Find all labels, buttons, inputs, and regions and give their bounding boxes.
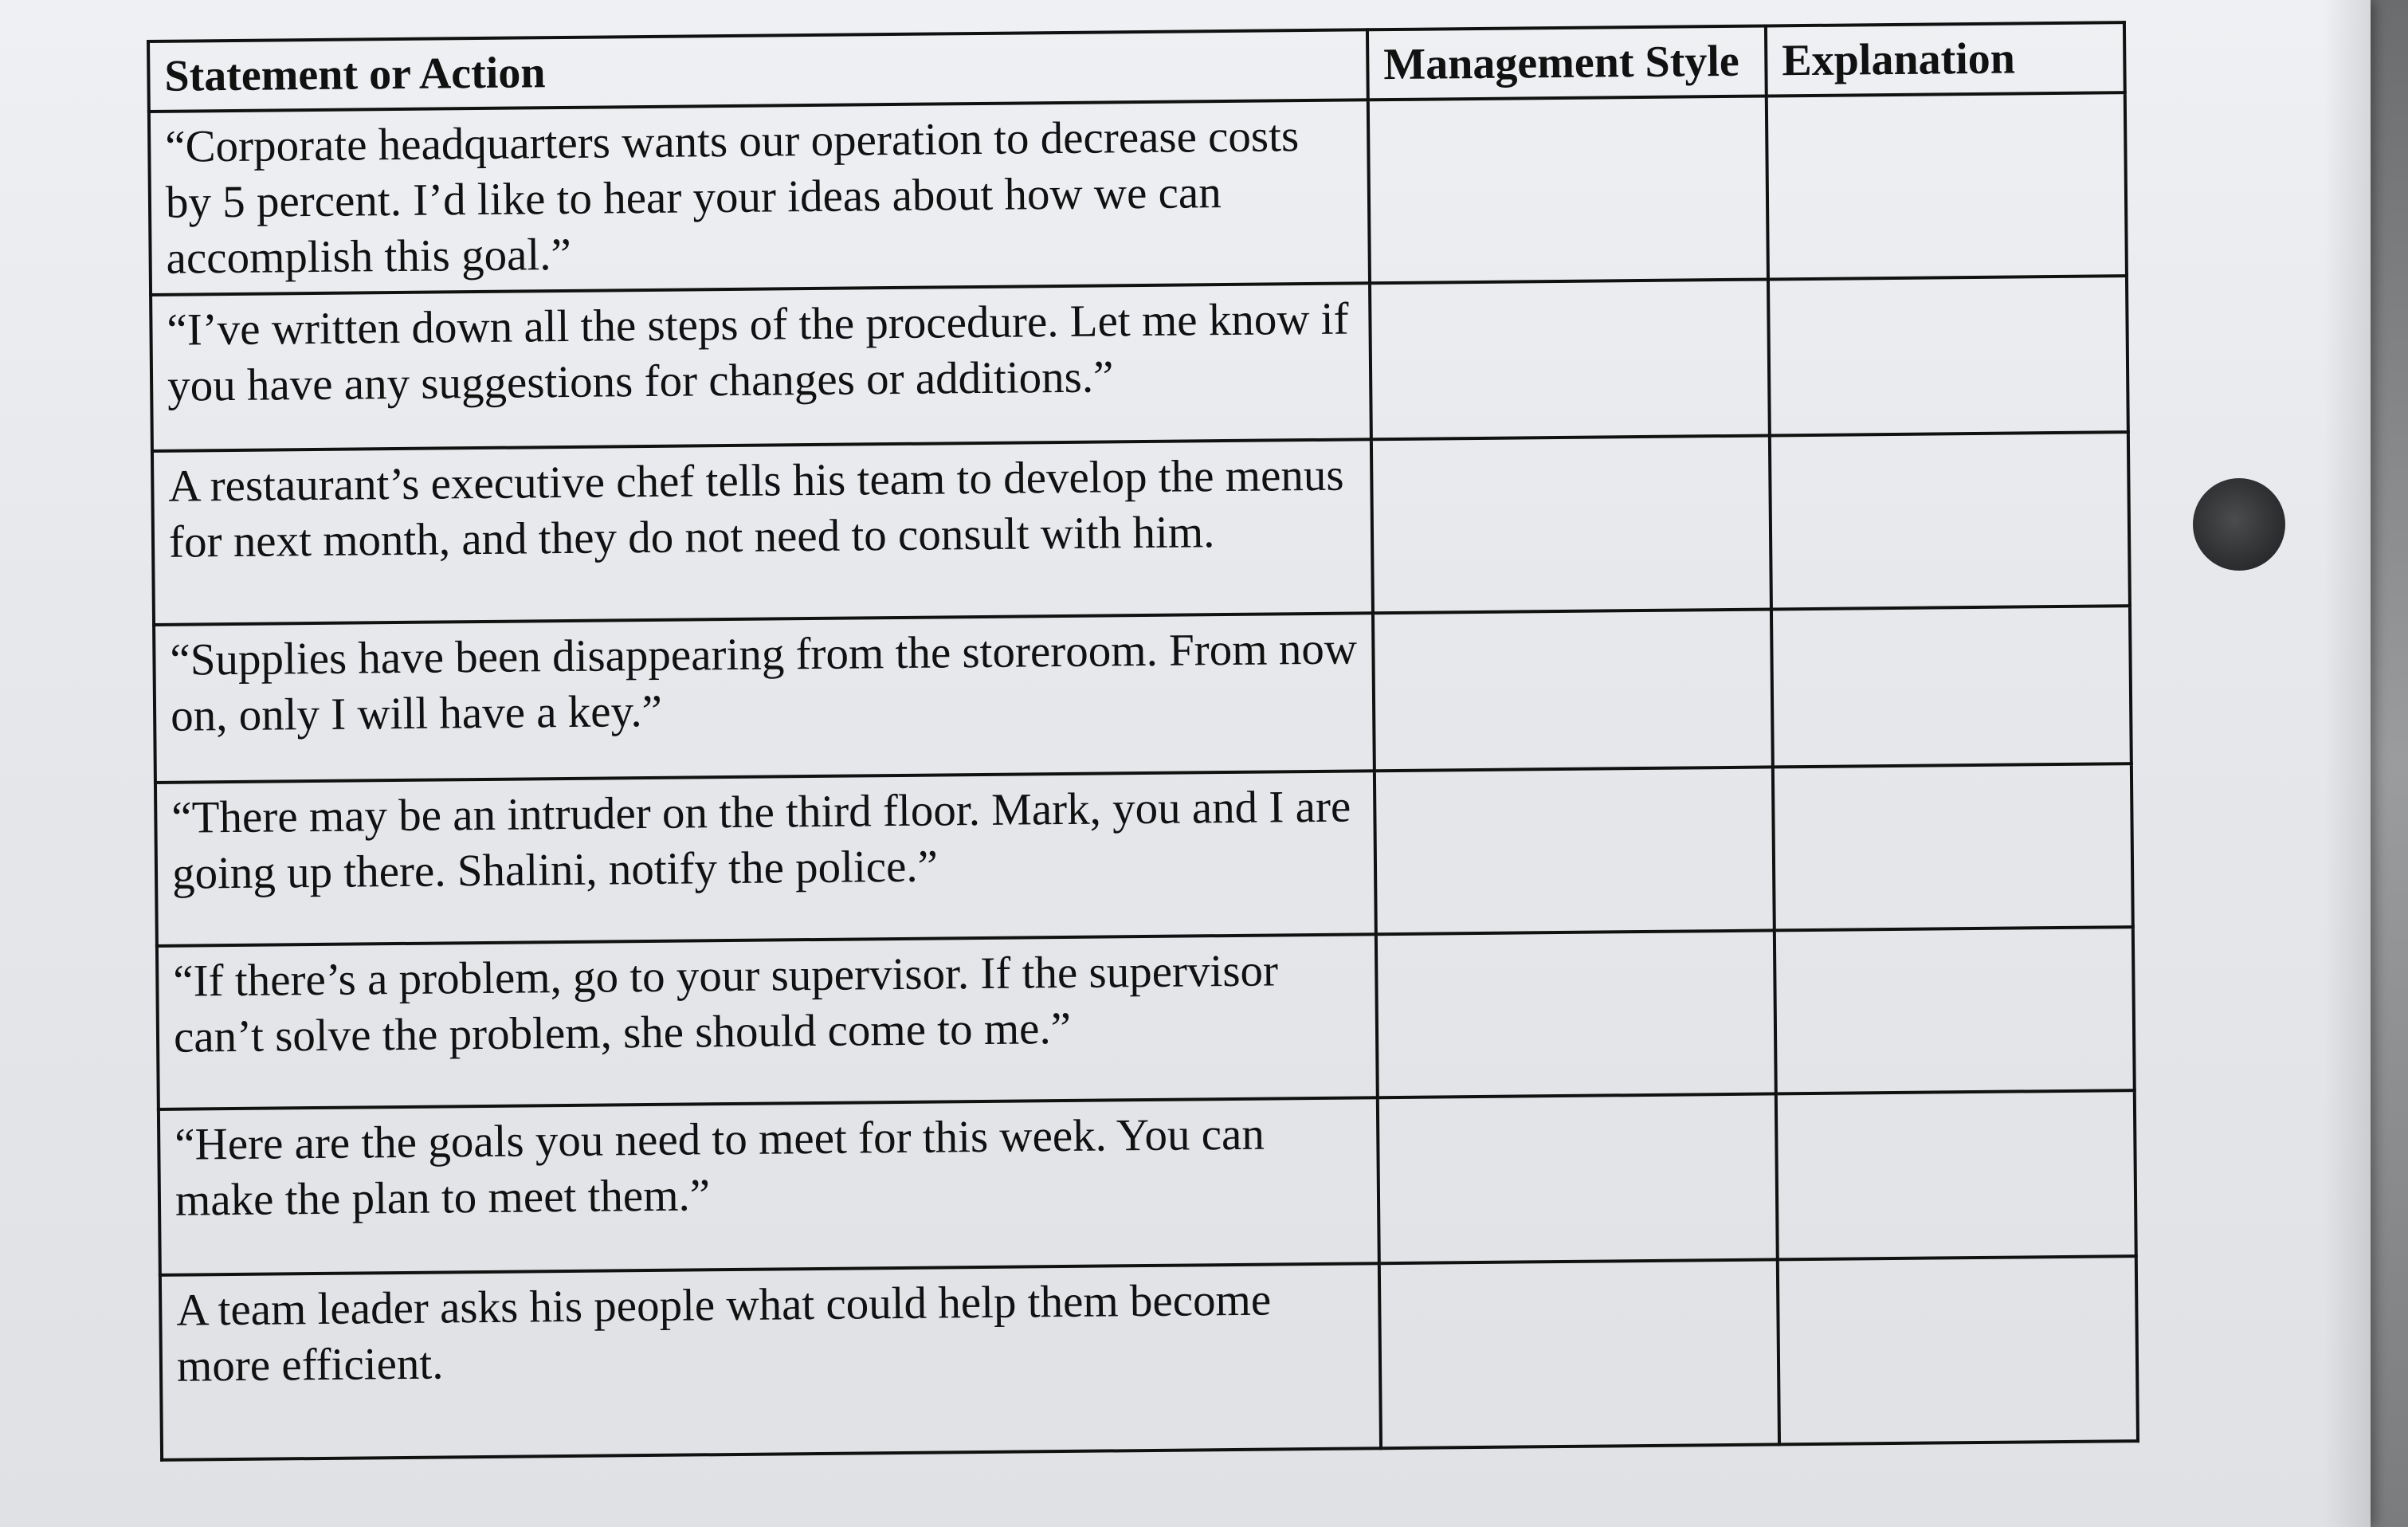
statement-cell: “Here are the goals you need to meet for this week. You can make the plan to meet them.” [159, 1097, 1379, 1275]
table-row [157, 927, 2135, 1109]
statement-cell: “Supplies have been disappearing from the storeroom. From now on, only I will have a key.” [154, 613, 1375, 783]
table-row [151, 276, 2128, 451]
management-style-cell[interactable] [1379, 1259, 1779, 1448]
worksheet-table-container [147, 21, 2136, 1462]
binder-hole [2193, 478, 2285, 571]
table-row [159, 1090, 2136, 1275]
explanation-cell[interactable] [1768, 276, 2128, 435]
table-row [155, 764, 2133, 946]
management-style-cell[interactable] [1375, 767, 1775, 934]
statement-cell: “I’ve written down all the steps of the procedure. Let me know if you have any suggestions for changes or additions.” [151, 283, 1371, 451]
management-style-cell[interactable] [1378, 1093, 1778, 1263]
statement-cell: “There may be an intruder on the third floor. Mark, you and I are going up there. Shalini, notify the police.” [155, 771, 1376, 946]
header-management-style: Management Style [1367, 26, 1767, 100]
statement-cell: A restaurant’s executive chef tells his team to develop the menus for next month, and they do not need to consult with him. [152, 439, 1373, 625]
management-style-cell[interactable] [1368, 96, 1768, 283]
explanation-cell[interactable] [1776, 1090, 2136, 1259]
table-row [154, 606, 2132, 783]
table-row [160, 1256, 2138, 1460]
statement-cell: “Corporate headquarters wants our operation to decrease costs by 5 percent. I’d like to hear your ideas about how we can accomplish this goal.” [149, 100, 1370, 295]
management-style-cell[interactable] [1370, 279, 1770, 439]
table-row [149, 92, 2127, 295]
table-row [152, 432, 2130, 625]
statement-cell: A team leader asks his people what could help them become more efficient. [160, 1263, 1381, 1460]
backdrop-surface [2371, 0, 2408, 1527]
management-style-cell[interactable] [1371, 435, 1771, 613]
header-explanation: Explanation [1766, 22, 2125, 96]
explanation-cell[interactable] [1773, 764, 2133, 930]
header-statement: Statement or Action [148, 29, 1368, 112]
statement-cell: “If there’s a problem, go to your supervisor. If the supervisor can’t solve the problem, she should come to me.” [157, 934, 1378, 1109]
explanation-cell[interactable] [1767, 92, 2127, 279]
explanation-cell[interactable] [1775, 927, 2135, 1093]
management-style-cell[interactable] [1376, 930, 1776, 1097]
page-edge-shadow [2323, 0, 2371, 1527]
management-style-cell[interactable] [1373, 609, 1773, 771]
explanation-cell[interactable] [1778, 1256, 2138, 1444]
management-style-table [147, 21, 2139, 1462]
explanation-cell[interactable] [1771, 606, 2132, 767]
explanation-cell[interactable] [1770, 432, 2130, 609]
